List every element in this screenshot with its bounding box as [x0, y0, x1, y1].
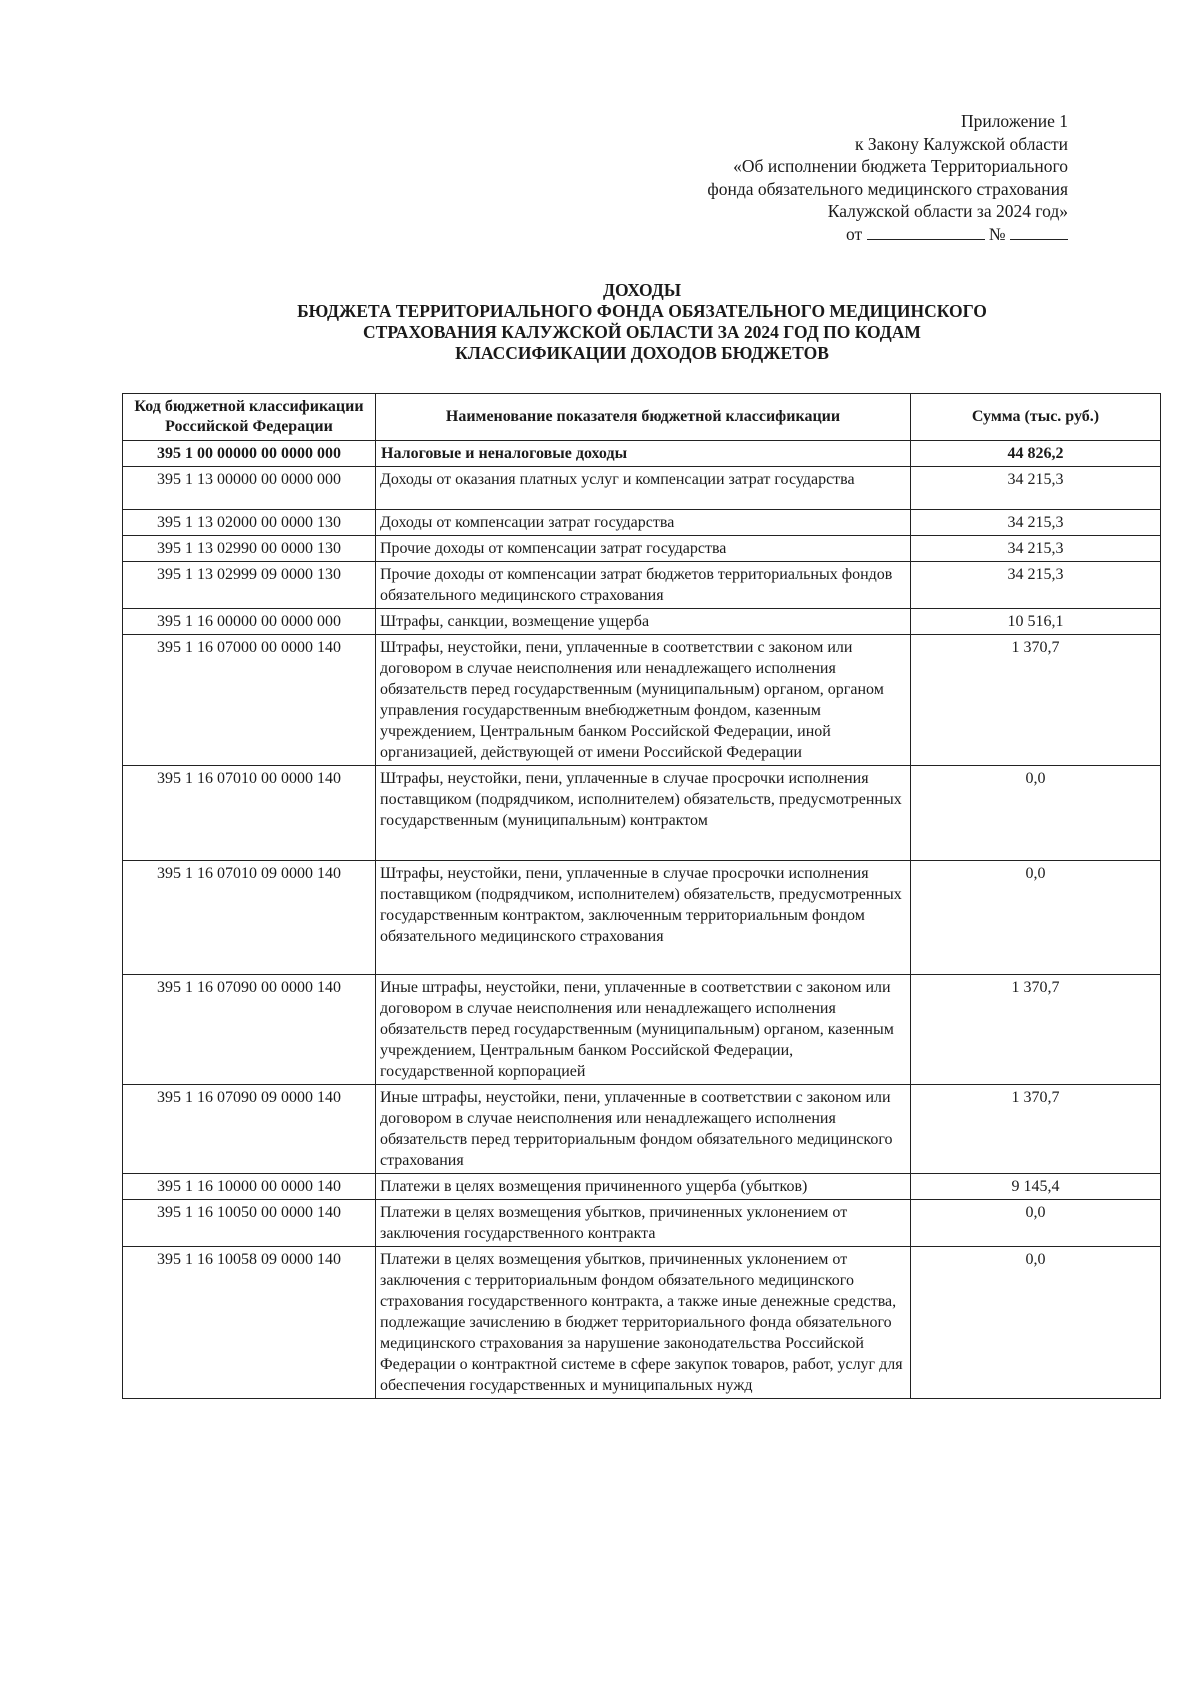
row-code: 395 1 16 10058 09 0000 140: [123, 1247, 376, 1399]
date-blank: [867, 225, 985, 240]
row-code: 395 1 16 10050 00 0000 140: [123, 1200, 376, 1247]
row-sum: 1 370,7: [911, 1085, 1161, 1174]
row-name: Иные штрафы, неустойки, пени, уплаченные в соответствии с законом или договором в случае неисполнения или ненадлежащего исполнения обязательств перед государственным (муниципальным) органом, казенным учреждением, Центральным банком Российской Федерации, государственной корпорацией: [376, 975, 911, 1085]
appendix-line: к Закону Калужской области: [854, 133, 1068, 154]
header-name: Наименование показателя бюджетной классификации: [376, 394, 911, 441]
row-code: 395 1 00 00000 00 0000 000: [123, 441, 376, 467]
title-line: СТРАХОВАНИЯ КАЛУЖСКОЙ ОБЛАСТИ ЗА 2024 ГОД ПО КОДАМ: [363, 322, 921, 342]
table-row: [123, 1247, 1161, 1399]
row-sum: 1 370,7: [911, 975, 1161, 1085]
row-name: Прочие доходы от компенсации затрат бюджетов территориальных фондов обязательного медицинского страхования: [376, 562, 911, 609]
table-row: [123, 635, 1161, 766]
row-code: 395 1 13 02999 09 0000 130: [123, 562, 376, 609]
table-row: [123, 1174, 1161, 1200]
row-sum: 0,0: [911, 1247, 1161, 1399]
table-row: [123, 1200, 1161, 1247]
row-sum: 34 215,3: [911, 562, 1161, 609]
appendix-block: [707, 110, 1068, 245]
row-name: Штрафы, неустойки, пени, уплаченные в случае просрочки исполнения поставщиком (подрядчиком, исполнителем) обязательств, предусмотренных государственным (муниципальным) контрактом: [376, 766, 911, 861]
row-code: 395 1 16 00000 00 0000 000: [123, 609, 376, 635]
row-code: 395 1 16 10000 00 0000 140: [123, 1174, 376, 1200]
row-code: 395 1 13 02000 00 0000 130: [123, 510, 376, 536]
table-row: [123, 467, 1161, 510]
title-line: ДОХОДЫ: [603, 280, 681, 300]
table-row: [123, 861, 1161, 975]
row-code: 395 1 16 07000 00 0000 140: [123, 635, 376, 766]
row-sum: 1 370,7: [911, 635, 1161, 766]
row-name: Платежи в целях возмещения причиненного ущерба (убытков): [376, 1174, 911, 1200]
appendix-line: Калужской области за 2024 год»: [827, 201, 1068, 221]
row-name: Доходы от оказания платных услуг и компенсации затрат государства: [376, 467, 911, 510]
table-row: [123, 562, 1161, 609]
number-blank: [1010, 225, 1068, 240]
row-name: Прочие доходы от компенсации затрат государства: [376, 536, 911, 562]
row-name: Штрафы, неустойки, пени, уплаченные в соответствии с законом или договором в случае неисполнения или ненадлежащего исполнения обязательств перед государственным (муниципальным) органом, органом управления государственным внебюджетным фондом, казенным учреждением, Центральным банком Российской Федерации, иной организацией, действующей от имени Российской Федерации: [376, 635, 911, 766]
row-name: Штрафы, санкции, возмещение ущерба: [376, 609, 911, 635]
row-sum: 0,0: [911, 861, 1161, 975]
row-code: 395 1 16 07090 09 0000 140: [123, 1085, 376, 1174]
row-sum: 34 215,3: [911, 467, 1161, 510]
appendix-line: фонда обязательного медицинского страхования: [707, 178, 1068, 199]
table-row: [123, 1085, 1161, 1174]
row-sum: 0,0: [911, 766, 1161, 861]
row-sum: 0,0: [911, 1200, 1161, 1247]
row-name: Платежи в целях возмещения убытков, причиненных уклонением от заключения государственного контракта: [376, 1200, 911, 1247]
row-code: 395 1 16 07090 00 0000 140: [123, 975, 376, 1085]
row-name: Штрафы, неустойки, пени, уплаченные в случае просрочки исполнения поставщиком (подрядчиком, исполнителем) обязательств, предусмотренных государственным контрактом, заключенным территориальным фондом обязательного медицинского страхования: [376, 861, 911, 975]
date-prefix: от: [846, 223, 863, 244]
row-code: 395 1 13 00000 00 0000 000: [123, 467, 376, 510]
table-row: [123, 536, 1161, 562]
row-name: Доходы от компенсации затрат государства: [376, 510, 911, 536]
header-sum: Сумма (тыс. руб.): [911, 394, 1161, 441]
row-sum: 10 516,1: [911, 609, 1161, 635]
row-sum: 34 215,3: [911, 510, 1161, 536]
title-line: БЮДЖЕТА ТЕРРИТОРИАЛЬНОГО ФОНДА ОБЯЗАТЕЛЬНОГО МЕДИЦИНСКОГО: [297, 301, 987, 321]
income-table: [122, 393, 1161, 1399]
title-line: КЛАССИФИКАЦИИ ДОХОДОВ БЮДЖЕТОВ: [455, 343, 829, 363]
number-sign: №: [988, 223, 1006, 244]
table-row: [123, 609, 1161, 635]
row-name: Иные штрафы, неустойки, пени, уплаченные в соответствии с законом или договором в случае неисполнения или ненадлежащего исполнения обязательств перед территориальным фондом обязательного медицинского страхования: [376, 1085, 911, 1174]
table-row: [123, 766, 1161, 861]
table-row: [123, 441, 1161, 467]
row-sum: 44 826,2: [911, 441, 1161, 467]
row-sum: 9 145,4: [911, 1174, 1161, 1200]
table-header-row: [123, 394, 1161, 441]
table-row: [123, 510, 1161, 536]
row-code: 395 1 16 07010 09 0000 140: [123, 861, 376, 975]
appendix-date-line: [707, 223, 1068, 246]
row-code: 395 1 13 02990 00 0000 130: [123, 536, 376, 562]
document-title: [122, 280, 1162, 364]
table-row: [123, 975, 1161, 1085]
row-name: Платежи в целях возмещения убытков, причиненных уклонением от заключения с территориальным фондом обязательного медицинского страхования государственного контракта, а также иные денежные средства, подлежащие зачислению в бюджет территориального фонда обязательного медицинского страхования за нарушение законодательства Российской Федерации о контрактной системе в сфере закупок товаров, работ, услуг для обеспечения государственных и муниципальных нужд: [376, 1247, 911, 1399]
row-name: Налоговые и неналоговые доходы: [376, 441, 911, 467]
row-code: 395 1 16 07010 00 0000 140: [123, 766, 376, 861]
appendix-line: Приложение 1: [960, 111, 1068, 131]
row-sum: 34 215,3: [911, 536, 1161, 562]
appendix-line: «Об исполнении бюджета Территориального: [733, 156, 1068, 176]
header-code: Код бюджетной классификации Российской Федерации: [123, 394, 376, 441]
